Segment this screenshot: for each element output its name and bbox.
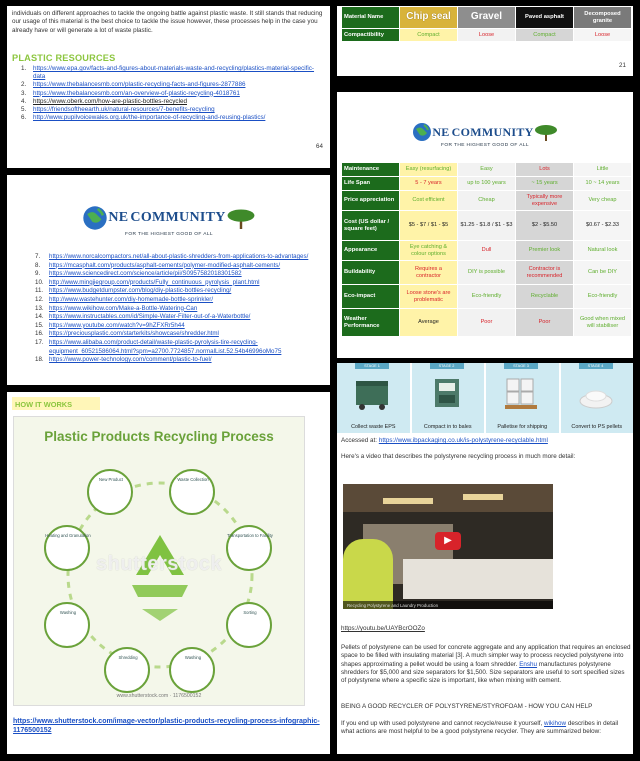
table-cell: Requires a contractor bbox=[400, 261, 458, 285]
materials-header-table bbox=[341, 6, 632, 42]
resource-link[interactable]: https://www.instructables.com/id/Simple-Water-Filter-out-of-a-Waterbottle/ bbox=[49, 313, 251, 321]
logo-text-a: NE bbox=[108, 210, 129, 225]
list-item[interactable]: 4. https://www.oberk.com/how-are-plastic-bottles-recycled bbox=[21, 97, 187, 105]
material-paved-asphalt: Paved asphalt bbox=[516, 7, 574, 29]
logo-tagline: FOR THE HIGHEST GOOD OF ALL bbox=[125, 232, 213, 237]
page-number: 21 bbox=[619, 62, 626, 69]
youtube-link[interactable]: https://youtu.be/UAYBcrOOZo bbox=[341, 625, 425, 632]
resource-link[interactable]: https://www.youtube.com/watch?v=9hZFXRr5h44 bbox=[49, 321, 185, 329]
table-cell: Loose stone's are problematic bbox=[400, 285, 458, 309]
resource-link[interactable]: https://mcasphalt.com/products/asphalt-cements/polymer-modified-asphalt-cements/ bbox=[49, 261, 281, 269]
logo-tagline: FOR THE HIGHEST GOOD OF ALL bbox=[441, 143, 529, 148]
table-cell: up to 100 years bbox=[458, 177, 516, 191]
table-cell: $5 - $7 / $1 - $5 bbox=[400, 211, 458, 241]
table-cell: Easy bbox=[458, 163, 516, 177]
table-cell: Little bbox=[574, 163, 632, 177]
table-cell: Very cheap bbox=[574, 191, 632, 211]
table-cell: Natural look bbox=[574, 241, 632, 261]
material-gravel: Gravel bbox=[458, 7, 516, 29]
stage-washing: Washing bbox=[44, 602, 90, 648]
video-caption: Recycling Polystyrene and Laundry Production bbox=[347, 603, 439, 608]
table-cell: Eco-friendly bbox=[458, 285, 516, 309]
resource-link[interactable]: https://www.epa.gov/facts-and-figures-about-materials-waste-and-recycling/plastics-material-specific-data bbox=[33, 65, 315, 81]
table-cell: Compact bbox=[400, 29, 458, 42]
materials-comparison-page bbox=[337, 92, 633, 358]
list-item[interactable]: 10. http://www.mingjiegroup.com/products/Fully_continuous_pyrolysis_plant.html bbox=[35, 278, 260, 286]
stage-palletise: STAGE 3 Palletise for shipping bbox=[486, 363, 559, 433]
stage-collect-eps: STAGE 1 Collect waste EPS bbox=[337, 363, 410, 433]
row-label: Price appreciation bbox=[342, 191, 400, 211]
pellets-icon bbox=[576, 373, 616, 413]
material-name-label: Material Name bbox=[342, 7, 400, 29]
globe-icon bbox=[82, 205, 108, 231]
wikihow-link[interactable]: wikihow bbox=[544, 720, 567, 727]
list-item[interactable]: 2. https://www.thebalancesmb.com/plastic-recycling-facts-and-figures-2877886 bbox=[21, 81, 246, 89]
table-cell: Eye catching & colour options bbox=[400, 241, 458, 261]
row-label: Weather Performance bbox=[342, 309, 400, 337]
stage-shredding: Shredding bbox=[104, 647, 150, 693]
polystyrene-stages bbox=[337, 363, 633, 433]
accessed-line: Accessed at: https://www.ibpackaging.co.uk/is-polystyrene-recyclable.html bbox=[341, 437, 548, 444]
list-item[interactable]: 18. https://www.power-technology.com/comment/plastic-to-fuel/ bbox=[35, 356, 212, 364]
row-label: Maintenance bbox=[342, 163, 400, 177]
row-label: Eco-impact bbox=[342, 285, 400, 309]
table-cell: $0.67 - $2.33 bbox=[574, 211, 632, 241]
comparison-table bbox=[341, 162, 632, 337]
table-cell: Loose bbox=[458, 29, 516, 42]
table-cell: Dull bbox=[458, 241, 516, 261]
plastic-resources-heading: PLASTIC RESOURCES bbox=[12, 53, 116, 63]
list-item[interactable]: 6. http://www.pupilvoicewales.org.uk/the-importance-of-recycling-and-reusing-plastics/ bbox=[21, 114, 266, 122]
list-item[interactable]: 8. https://mcasphalt.com/products/asphalt-cements/polymer-modified-asphalt-cements/ bbox=[35, 261, 281, 269]
list-item[interactable]: 13. https://www.wikihow.com/Make-a-Bottle-Watering-Can bbox=[35, 304, 198, 312]
resource-link[interactable]: https://friendsoftheearth.uk/natural-resources/7-benefits-recycling bbox=[33, 106, 215, 114]
resource-link[interactable]: http://www.pupilvoicewales.org.uk/the-importance-of-recycling-and-reusing-plastics/ bbox=[33, 114, 266, 122]
infographic-source-link[interactable]: https://www.shutterstock.com/image-vector/plastic-products-recycling-process-infographic-1176500152 bbox=[13, 718, 320, 734]
recycle-symbol-icon bbox=[132, 535, 188, 621]
table-cell: Premier look bbox=[516, 241, 574, 261]
table-cell: Can be DIY bbox=[574, 261, 632, 285]
list-item[interactable]: 17. https://www.alibaba.com/product-detail/waste-plastic-pyrolysis-tire-recycling-equipment_60521586064.html?spm=a2700.7724857.normalList.52.54b46996oMo75 bbox=[35, 339, 327, 356]
table-cell: Poor bbox=[516, 309, 574, 337]
stage-new-product: New Product bbox=[87, 469, 133, 515]
list-item[interactable]: 5. https://friendsoftheearth.uk/natural-resources/7-benefits-recycling bbox=[21, 106, 215, 114]
table-cell: Contractor is recommended bbox=[516, 261, 574, 285]
page-number: 64 bbox=[316, 143, 323, 150]
watermark: shutterstock bbox=[95, 553, 223, 575]
infographic-caption: www.shutterstock.com · 1176500152 bbox=[116, 693, 202, 699]
table-cell: Cost efficient bbox=[400, 191, 458, 211]
intro-paragraph: individuals on different approaches to tackle the ongoing battle against plastic waste. It still stands that reducing our usage of this material is the best choice to tackle the issue however, these processes help in the case you already have or will generate a lot of waste plastic. bbox=[12, 10, 323, 34]
table-cell: Easy (resurfacing) bbox=[400, 163, 458, 177]
resource-link[interactable]: https://www.wikihow.com/Make-a-Bottle-Watering-Can bbox=[49, 304, 198, 312]
resource-link[interactable]: https://www.thebalancesmb.com/plastic-recycling-facts-and-figures-2877886 bbox=[33, 81, 246, 89]
table-cell: Cheap bbox=[458, 191, 516, 211]
dumpster-icon bbox=[352, 373, 392, 413]
pallet-icon bbox=[501, 373, 541, 413]
list-item[interactable]: 1. https://www.epa.gov/facts-and-figures-about-materials-waste-and-recycling/plastics-material-specific-data bbox=[21, 65, 325, 81]
resource-link[interactable]: https://www.norcalcompactors.net/all-about-plastic-shredders-from-applications-to-advantages/ bbox=[49, 253, 309, 260]
section-heading: BEING A GOOD RECYCLER OF POLYSTYRENE/STYROFOAM - HOW YOU CAN HELP bbox=[341, 703, 593, 710]
materials-table-top bbox=[337, 6, 633, 76]
tree-icon bbox=[534, 123, 558, 141]
table-cell: Poor bbox=[458, 309, 516, 337]
how-it-works-page bbox=[7, 392, 330, 754]
table-cell: ~ 15 years bbox=[516, 177, 574, 191]
row-label: Buildability bbox=[342, 261, 400, 285]
stage-transportation: Transportation to Facility bbox=[226, 525, 272, 571]
logo-text-b: COMMUNITY bbox=[451, 124, 534, 139]
table-cell: Lots bbox=[516, 163, 574, 177]
list-item[interactable]: 3. https://www.thebalancesmb.com/an-overview-of-plastic-recycling-4018761 bbox=[21, 89, 240, 97]
row-label: Life Span bbox=[342, 177, 400, 191]
table-cell: $1.25 - $1.8 / $1 - $3 bbox=[458, 211, 516, 241]
table-cell: Eco-friendly bbox=[574, 285, 632, 309]
resource-link[interactable]: https://www.sciencedirect.com/science/article/pii/S0957582018301582 bbox=[49, 270, 242, 278]
compactibility-label: Compactibility bbox=[342, 29, 400, 42]
row-label: Appearance bbox=[342, 241, 400, 261]
table-cell: Good when mixed will stabiliser bbox=[574, 309, 632, 337]
resource-link[interactable]: https://www.thebalancesmb.com/an-overview-of-plastic-recycling-4018761 bbox=[33, 89, 240, 97]
table-cell: Typically more expensive bbox=[516, 191, 574, 211]
video-intro: Here's a video that describes the polystyrene recycling process in much more detail: bbox=[341, 453, 576, 460]
stage-waste-collection: Waste Collection bbox=[169, 469, 215, 515]
list-item[interactable]: 11. https://www.budgetdumpster.com/blog/diy-plastic-bottles-recycling/ bbox=[35, 287, 232, 295]
list-item[interactable]: 14. https://www.instructables.com/id/Simple-Water-Filter-out-of-a-Waterbottle/ bbox=[35, 313, 251, 321]
resources-page-bottom bbox=[7, 175, 330, 385]
resource-list-continued bbox=[35, 253, 327, 365]
stage-compact-bales: STAGE 2 Compact in to bales bbox=[412, 363, 485, 433]
list-item[interactable]: 16. https://preciousplastic.com/starterkits/showcase/shredder.html bbox=[35, 330, 219, 338]
stage-heating-granulation: Heating and Granulation bbox=[44, 525, 90, 571]
accessed-link[interactable]: https://www.ibpackaging.co.uk/is-polystyrene-recyclable.html bbox=[378, 437, 548, 444]
material-decomposed-granite: Decomposed granite bbox=[574, 7, 632, 29]
tree-icon bbox=[226, 207, 256, 229]
enshu-link[interactable]: Enshu bbox=[519, 660, 538, 668]
resource-link[interactable]: http://www.mingjiegroup.com/products/Fully_continuous_pyrolysis_plant.html bbox=[49, 278, 260, 286]
list-item[interactable]: 15. https://www.youtube.com/watch?v=9hZFXRr5h44 bbox=[35, 321, 185, 329]
stage-convert-pellets: STAGE 4 Convert to PS pellets bbox=[561, 363, 634, 433]
how-it-works-heading: HOW IT WORKS bbox=[12, 397, 100, 410]
polystyrene-page bbox=[337, 363, 633, 754]
table-cell: $2 - $5.50 bbox=[516, 211, 574, 241]
list-item[interactable]: 9. https://www.sciencedirect.com/science/article/pii/S0957582018301582 bbox=[35, 270, 242, 278]
recycler-paragraph: If you end up with used polystyrene and cannot recycle/reuse it yourself, wikihow describes in detail what actions are most helpful to be a good polystyrene recycler. They are summarized below: bbox=[341, 720, 619, 736]
globe-icon bbox=[412, 122, 432, 142]
one-community-logo bbox=[99, 205, 239, 237]
row-label: Cost (US dollar / square feet) bbox=[342, 211, 400, 241]
table-cell: 10 ~ 14 years bbox=[574, 177, 632, 191]
list-item[interactable]: 7. https://www.norcalcompactors.net/all-about-plastic-shredders-from-applications-to-advantages/ bbox=[35, 253, 309, 260]
material-chip-seal: Chip seal bbox=[400, 7, 458, 29]
logo-text-a: NE bbox=[432, 124, 450, 139]
table-cell: 5 - 7 years bbox=[400, 177, 458, 191]
table-cell: Recyclable bbox=[516, 285, 574, 309]
video-player[interactable] bbox=[343, 484, 553, 609]
table-cell: Average bbox=[400, 309, 458, 337]
table-cell: DIY is possible bbox=[458, 261, 516, 285]
resource-link[interactable]: http://www.wastehunter.com/diy-homemade-bottle-sprinkler/ bbox=[49, 295, 214, 303]
resource-link[interactable]: https://www.oberk.com/how-are-plastic-bottles-recycled bbox=[33, 97, 187, 105]
resource-link[interactable]: https://www.power-technology.com/comment/plastic-to-fuel/ bbox=[49, 356, 212, 364]
one-community-logo bbox=[423, 122, 547, 148]
logo-text-b: COMMUNITY bbox=[130, 210, 226, 225]
pellets-paragraph: Pellets of polystyrene can be used for concrete aggregate and any application that requires an enclosed space to be filled with insulating material [3]. A much simpler way to process recycled polystyrene into shapes approximating a pellet would be using a foam shredder. Enshu manufactures polystyrene shredders for $5,000 and size separators for $1,500. Size separators are useful to sort specified sizes of polystyrene where a specific size is important, like when mixing with cement. bbox=[341, 644, 631, 685]
infographic-title: Plastic Products Recycling Process bbox=[44, 429, 274, 444]
recycling-infographic bbox=[13, 416, 305, 706]
stage-washing-2: Washing bbox=[169, 647, 215, 693]
stage-sorting: Sorting bbox=[226, 602, 272, 648]
resource-link[interactable]: https://www.budgetdumpster.com/blog/diy-plastic-bottles-recycling/ bbox=[49, 287, 232, 295]
resource-list bbox=[21, 65, 325, 122]
play-icon[interactable]: ▶ bbox=[435, 532, 461, 550]
table-cell: Loose bbox=[574, 29, 632, 42]
list-item[interactable]: 12. http://www.wastehunter.com/diy-homemade-bottle-sprinkler/ bbox=[35, 295, 214, 303]
resource-link[interactable]: https://preciousplastic.com/starterkits/showcase/shredder.html bbox=[49, 330, 219, 338]
compactor-icon bbox=[427, 373, 467, 413]
resource-link[interactable]: https://www.alibaba.com/product-detail/waste-plastic-pyrolysis-tire-recycling-equipment_60521586064.html?spm=a2700.7724857.normalList.52.54b46996oMo75 bbox=[49, 338, 282, 355]
table-cell: Compact bbox=[516, 29, 574, 42]
resources-page-top bbox=[7, 6, 330, 168]
